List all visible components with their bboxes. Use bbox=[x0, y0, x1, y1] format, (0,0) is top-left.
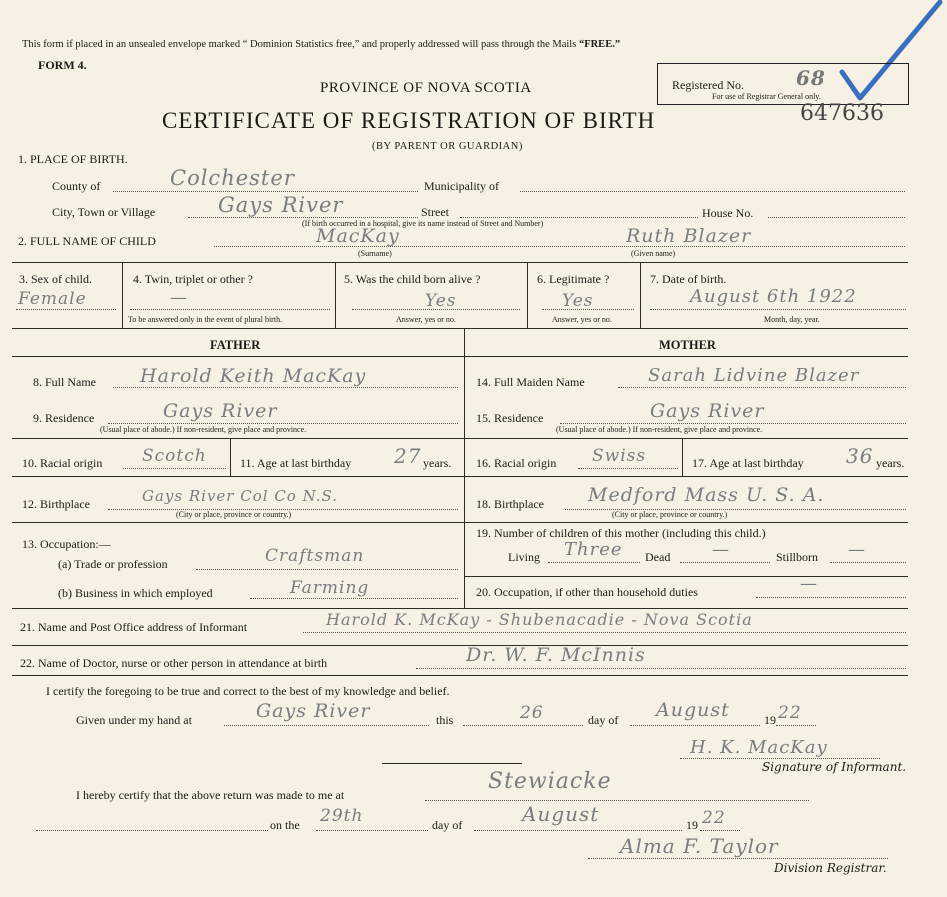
street-label: Street bbox=[421, 205, 449, 219]
registered-label: Registered No. bbox=[672, 78, 744, 92]
child-surname: MacKay bbox=[316, 225, 400, 247]
registered-value: 68 bbox=[796, 66, 826, 90]
place-of-birth-heading: 1. PLACE OF BIRTH. bbox=[18, 152, 128, 166]
day-of-label: day of bbox=[588, 713, 619, 727]
this-label: this bbox=[436, 713, 454, 727]
mother-residence-label: 15. Residence bbox=[476, 411, 544, 425]
twin-label: 4. Twin, triplet or other ? bbox=[133, 272, 253, 286]
doctor-label: 22. Name of Doctor, nurse or other person in attendance at birth bbox=[20, 656, 328, 670]
given-year-value: 22 bbox=[778, 703, 802, 723]
mother-heading: MOTHER bbox=[659, 338, 716, 352]
informant-signature-label: Signature of Informant. bbox=[762, 760, 907, 774]
father-residence-label: 9. Residence bbox=[33, 411, 95, 425]
mother-occupation-label: 20. Occupation, if other than household duties bbox=[476, 585, 698, 599]
father-racial-value: Scotch bbox=[142, 446, 207, 466]
city-value: Gays River bbox=[218, 193, 344, 217]
house-label: House No. bbox=[702, 206, 754, 220]
father-heading: FATHER bbox=[210, 338, 261, 352]
hospital-note: (If birth occurred in a hospital, give its name instead of Street and Number) bbox=[302, 219, 544, 228]
registrar-day-of-label: day of bbox=[432, 818, 463, 832]
province-heading: PROVINCE OF NOVA SCOTIA bbox=[320, 80, 532, 96]
municipality-label: Municipality of bbox=[424, 179, 499, 193]
form-number: FORM 4. bbox=[38, 58, 87, 72]
father-birthplace-label: 12. Birthplace bbox=[22, 497, 90, 511]
trade-value: Craftsman bbox=[265, 546, 365, 566]
father-name-value: Harold Keith MacKay bbox=[140, 365, 367, 387]
dead-value: — bbox=[712, 540, 730, 560]
informant-signature: H. K. MacKay bbox=[690, 737, 828, 758]
mother-birthplace-note: (City or place, province or country.) bbox=[612, 510, 728, 519]
date-of-birth-value: August 6th 1922 bbox=[690, 286, 857, 307]
business-value: Farming bbox=[290, 578, 370, 598]
registrar-place-value: Stewiacke bbox=[488, 769, 612, 794]
children-count-label: 19. Number of children of this mother (including this child.) bbox=[476, 526, 766, 540]
living-value: Three bbox=[564, 539, 623, 560]
mother-racial-label: 16. Racial origin bbox=[476, 456, 557, 470]
legitimate-note: Answer, yes or no. bbox=[552, 315, 612, 324]
father-age-label: 11. Age at last birthday bbox=[240, 456, 352, 470]
registrar-note: For use of Registrar General only. bbox=[712, 92, 821, 101]
father-age-value: 27 bbox=[394, 444, 422, 468]
twin-note: To be answered only in the event of plural birth. bbox=[128, 315, 283, 324]
father-birthplace-value: Gays River Col Co N.S. bbox=[142, 487, 339, 505]
certificate-title: CERTIFICATE OF REGISTRATION OF BIRTH bbox=[162, 108, 656, 133]
father-occupation-label: 13. Occupation:— bbox=[22, 537, 111, 551]
doctor-value: Dr. W. F. McInnis bbox=[466, 644, 646, 666]
stillborn-label: Stillborn bbox=[776, 550, 819, 564]
registered-number-box bbox=[657, 63, 909, 105]
mother-name-value: Sarah Lidvine Blazer bbox=[648, 365, 860, 386]
father-residence-value: Gays River bbox=[163, 400, 278, 422]
informant-label: 21. Name and Post Office address of Informant bbox=[20, 620, 248, 634]
given-under-label: Given under my hand at bbox=[76, 713, 192, 727]
child-given-name: Ruth Blazer bbox=[626, 225, 752, 247]
registrar-signature-label: Division Registrar. bbox=[774, 861, 887, 875]
born-alive-label: 5. Was the child born alive ? bbox=[344, 272, 481, 286]
mother-residence-value: Gays River bbox=[650, 400, 765, 422]
father-name-label: 8. Full Name bbox=[33, 375, 96, 389]
legitimate-value: Yes bbox=[562, 291, 594, 311]
registrar-day-value: 29th bbox=[320, 806, 364, 826]
certificate-subtitle: (BY PARENT OR GUARDIAN) bbox=[372, 141, 523, 152]
given-month-value: August bbox=[656, 699, 730, 721]
registrar-year-value: 22 bbox=[702, 808, 726, 828]
city-label: City, Town or Village bbox=[52, 205, 156, 219]
given-name-note: (Given name) bbox=[631, 249, 676, 258]
given-year-prefix: 19 bbox=[764, 713, 776, 727]
father-birthplace-note: (City or place, province or country.) bbox=[176, 510, 292, 519]
mother-birthplace-value: Medford Mass U. S. A. bbox=[588, 484, 825, 506]
given-place-value: Gays River bbox=[256, 700, 371, 722]
registrar-statement: I hereby certify that the above return was made to me at bbox=[76, 788, 345, 802]
county-label: County of bbox=[52, 179, 101, 193]
mother-occupation-value: — bbox=[800, 574, 818, 594]
mother-age-label: 17. Age at last birthday bbox=[692, 456, 804, 470]
dead-label: Dead bbox=[645, 550, 671, 564]
registrar-signature: Alma F. Taylor bbox=[620, 834, 779, 858]
surname-note: (Surname) bbox=[358, 249, 392, 258]
certification-statement: I certify the foregoing to be true and correct to the best of my knowledge and belief. bbox=[46, 684, 450, 698]
mother-age-value: 36 bbox=[846, 444, 874, 468]
informant-value: Harold K. McKay - Shubenacadie - Nova Scotia bbox=[326, 610, 753, 629]
stillborn-value: — bbox=[848, 540, 866, 560]
date-of-birth-note: Month, day, year. bbox=[764, 315, 820, 324]
sex-value: Female bbox=[18, 289, 87, 309]
stamped-number: 647636 bbox=[800, 101, 884, 126]
twin-value: — bbox=[170, 288, 188, 308]
father-age-unit: years. bbox=[423, 456, 452, 470]
this-day-value: 26 bbox=[520, 703, 544, 723]
mother-residence-note: (Usual place of abode.) If non-resident, give place and province. bbox=[556, 425, 763, 434]
sex-label: 3. Sex of child. bbox=[19, 272, 92, 286]
registrar-year-prefix: 19 bbox=[686, 818, 698, 832]
county-value: Colchester bbox=[170, 166, 295, 190]
mother-name-label: 14. Full Maiden Name bbox=[476, 375, 585, 389]
father-residence-note: (Usual place of abode.) If non-resident, give place and province. bbox=[100, 425, 307, 434]
registrar-month-value: August bbox=[522, 802, 600, 826]
born-alive-note: Answer, yes or no. bbox=[396, 315, 456, 324]
business-label: (b) Business in which employed bbox=[58, 586, 213, 600]
mother-racial-value: Swiss bbox=[592, 446, 647, 466]
mail-notice: This form if placed in an unsealed envelope marked “ Dominion Statistics free,” and properly addressed will pass through the Mails “FREE.” bbox=[22, 39, 621, 50]
legitimate-label: 6. Legitimate ? bbox=[537, 272, 610, 286]
date-of-birth-label: 7. Date of birth. bbox=[650, 272, 727, 286]
child-name-label: 2. FULL NAME OF CHILD bbox=[18, 234, 156, 248]
trade-label: (a) Trade or profession bbox=[58, 557, 168, 571]
living-label: Living bbox=[508, 550, 540, 564]
born-alive-value: Yes bbox=[425, 291, 457, 311]
mother-birthplace-label: 18. Birthplace bbox=[476, 497, 544, 511]
mother-age-unit: years. bbox=[876, 456, 905, 470]
father-racial-label: 10. Racial origin bbox=[22, 456, 103, 470]
on-the-label: on the bbox=[270, 818, 300, 832]
